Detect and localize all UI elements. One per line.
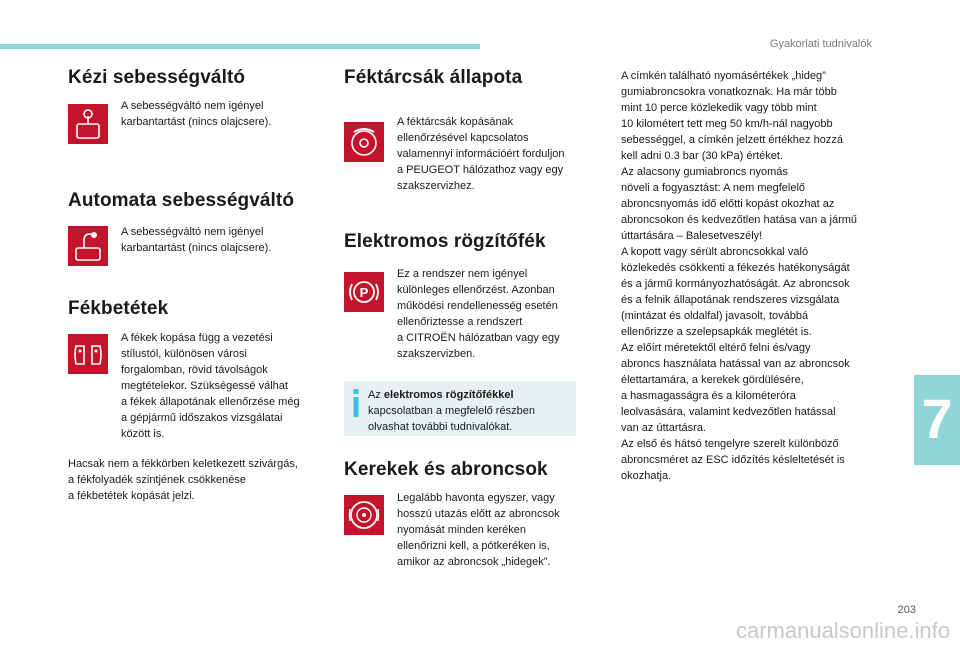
wheel-tyre-icon (344, 495, 384, 535)
heading-automatic-gearbox: Automata sebességváltó (68, 190, 295, 211)
chapter-header-title: Gyakorlati tudnivalók (769, 38, 872, 50)
watermark: carmanualsonline.info (735, 618, 950, 643)
info-box (344, 381, 576, 436)
page-number: 203 (897, 604, 916, 616)
chapter-tab (914, 375, 960, 465)
heading-brake-discs: Féktárcsák állapota (344, 67, 523, 88)
electric-parking-brake-text: Ez a rendszer nem igényel különleges ellenőrzést. Azonban működési rendellenesség esetén ellenőriztesse a rendszert a CITROËN hálózatban vagy egy szakszervizben. (397, 268, 560, 360)
heading-electric-parking-brake: Elektromos rögzítőfék (344, 231, 546, 252)
electric-parking-brake-icon (344, 272, 384, 312)
heading-brake-pads: Fékbetétek (68, 298, 169, 319)
tyre-pressure-details: A címkén található nyomásértékek „hideg” gumiabroncsokra vonatkoznak. Ha már több mint 10 perce közlekedik vagy több mint 10 kilométert tett meg 50 km/h-nál nagyobb sebességgel, a címkén jelzett értékhez hozzá kell adni 0.3 bar (30 kPa) értéket. Az alacsony gumiabroncs nyomás növeli a fogyasztást: A nem megfelelő abroncsnyomás idő előtti kopást okozhat az abroncsokon és kedvezőtlen hatása van a jármű úttartására – Balesetveszély! A kopott vagy sérült abroncsokkal való közlekedés csökkenti a fékezés hatékonyságát és a jármű kormányozhatóságát. Az abroncsok és a felnik állapotának rendszeres vizsgálata (mintázat és oldalfal) javasolt, továbbá ellenőrizze a szelepsapkák meglétét is. Az előírt méretektől eltérő felni és/vagy abroncs használata hatással van az abroncsok élettartamára, a kerekek gördülésére, a hasmagasságra és a kilométeróra leolvasására, valamint kedvezőtlen hatással van az úttartásra. Az első és hátsó tengelyre szerelt különböző abroncsméret az ESC időzítés késleltetését is okozhatja. (621, 70, 858, 482)
svg-text:P: P (359, 285, 369, 300)
heading-manual-gearbox: Kézi sebességváltó (68, 67, 246, 88)
info-icon (352, 389, 360, 417)
brake-disc-icon (344, 122, 384, 162)
gear-shift-icon (68, 104, 108, 144)
auto-gear-shift-icon (68, 226, 108, 266)
info-box-text: Az elektromos rögzítőfékkel kapcsolatban a megfelelő részben olvashat további tudnivalókat. (368, 389, 535, 433)
brake-pads-text: A fékek kopása függ a vezetési stílustól, különösen városi forgalomban, rövid távolságok megtételekor. Szükségessé válhat a fékek állapotának ellenőrzése még a gépjármű időszakos vizsgálatai között is. (121, 332, 300, 440)
heading-wheels-tyres: Kerekek és abroncsok (344, 459, 548, 480)
brake-fluid-note: Hacsak nem a fékkörben keletkezett szivárgás, a fékfolyadék szintjének csökkenése a fékbetétek kopását jelzi. (68, 458, 298, 502)
top-accent-bar (0, 44, 480, 49)
wheels-tyres-text: Legalább havonta egyszer, vagy hosszú utazás előtt az abroncsok nyomását minden keréken ellenőrizni kell, a pótkeréken is, amikor az abroncsok „hidegek”. (397, 492, 560, 568)
brake-discs-text: A féktárcsák kopásának ellenőrzésével kapcsolatos valamennyi információért forduljon a PEUGEOT hálózathoz vagy egy szakszervizhez. (397, 116, 565, 192)
manual-gearbox-text: A sebességváltó nem igényel karbantartást (nincs olajcsere). (121, 100, 272, 128)
chapter-number: 7 (921, 387, 953, 450)
brake-pads-icon (68, 334, 108, 374)
automatic-gearbox-text: A sebességváltó nem igényel karbantartást (nincs olajcsere). (121, 226, 272, 254)
